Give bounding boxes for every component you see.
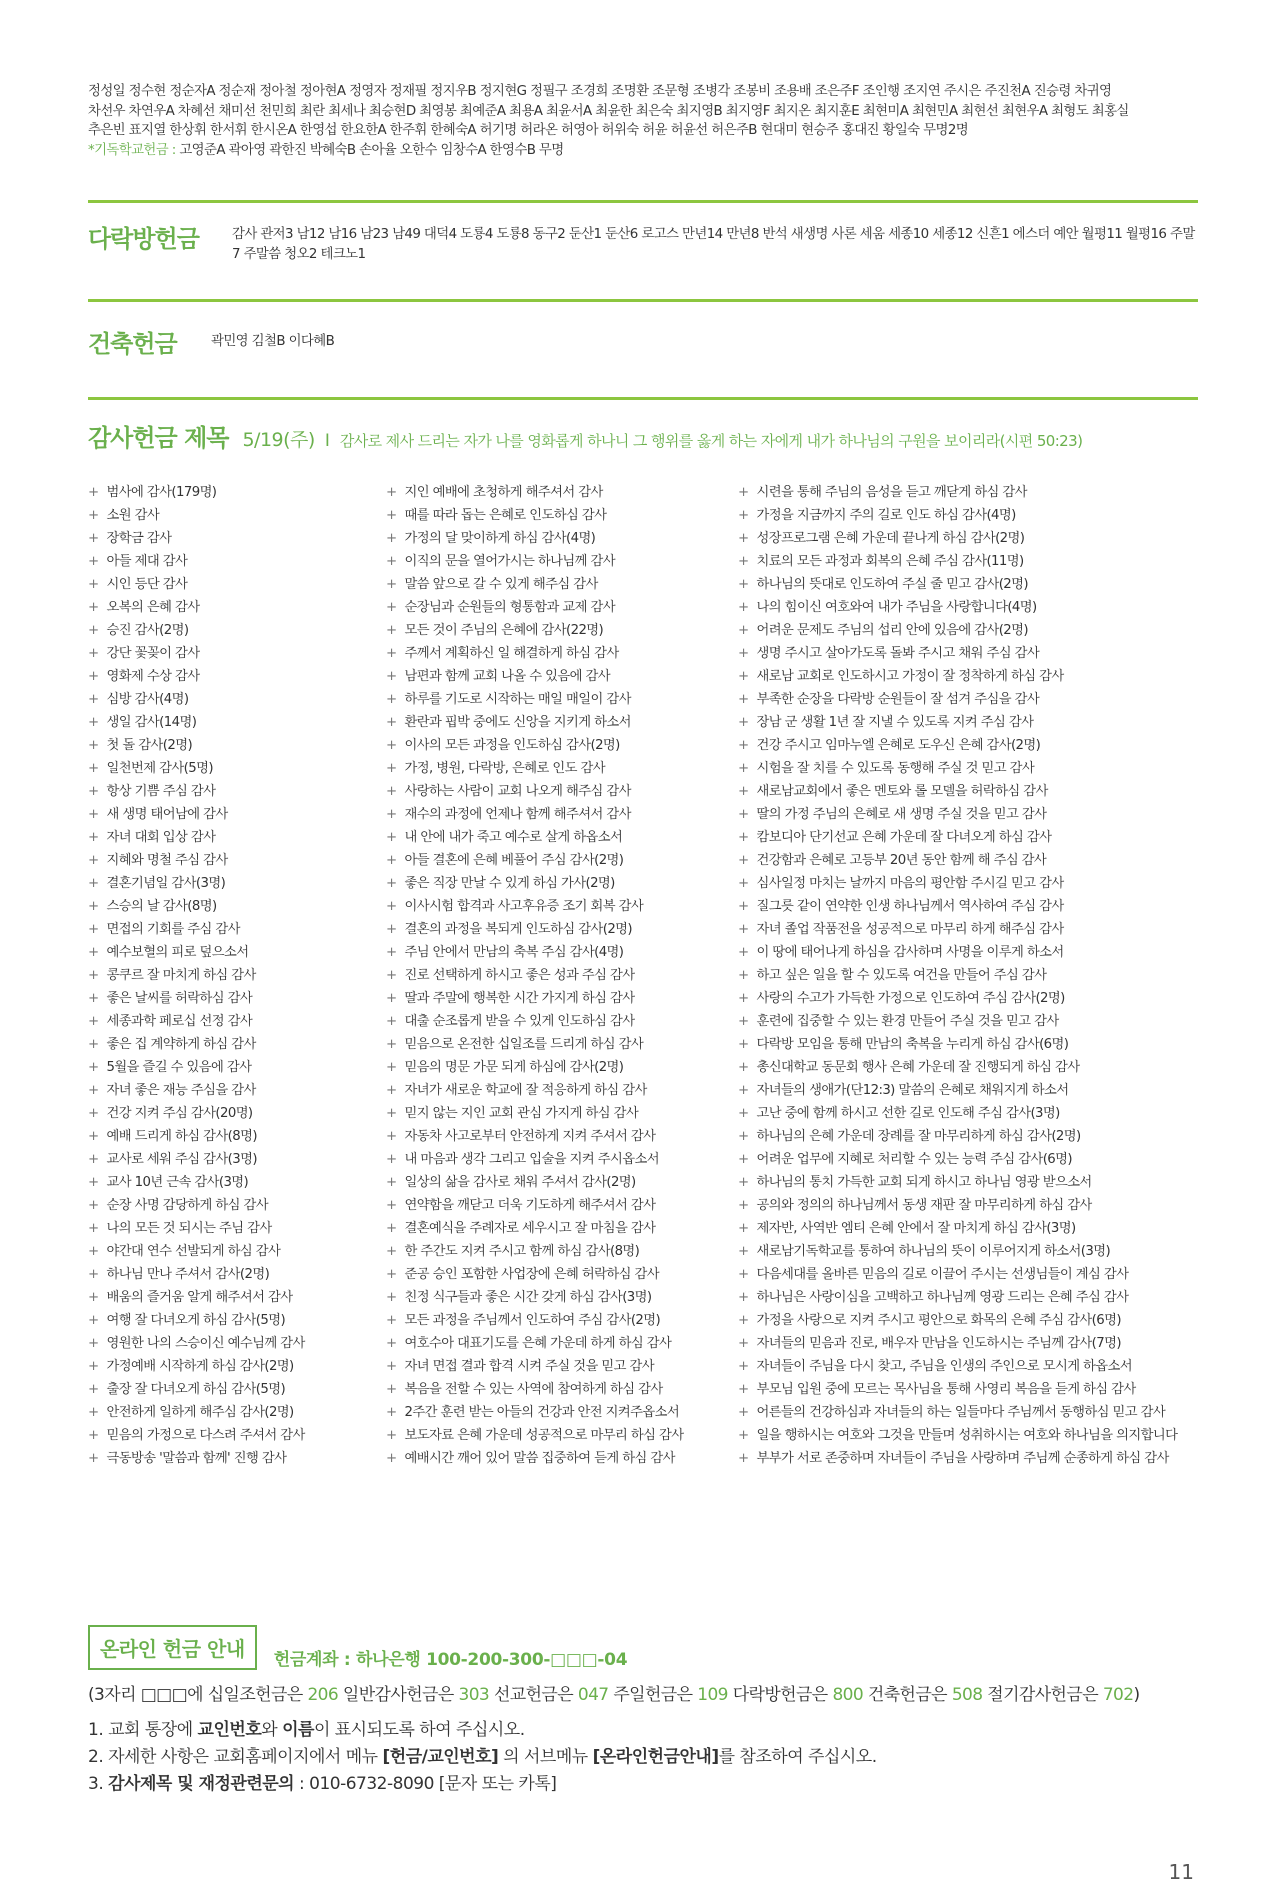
thanks-item: + 2주간 훈련 받는 아들의 건강과 안전 지켜주옵소서 <box>386 1401 738 1424</box>
thanks-item: + 하나님 만나 주셔서 감사(2명) <box>88 1263 386 1286</box>
thanks-item: + 결혼기념일 감사(3명) <box>88 872 386 895</box>
offering-codes <box>88 1680 1198 1705</box>
thanks-item: + 스승의 날 감사(8명) <box>88 895 386 918</box>
thanks-item: + 내 마음과 생각 그리고 입술을 지켜 주시옵소서 <box>386 1148 738 1171</box>
thanks-item: + 하나님은 사랑이심을 고백하고 하나님께 영광 드리는 은혜 주심 감사 <box>738 1286 1198 1309</box>
thanks-separator: I <box>324 431 330 451</box>
thanks-item: + 내 안에 내가 죽고 예수로 살게 하옵소서 <box>386 826 738 849</box>
thanks-item: + 복음을 전할 수 있는 사역에 참여하게 하심 감사 <box>386 1378 738 1401</box>
thanks-item: + 자녀 좋은 재능 주심을 감사 <box>88 1079 386 1102</box>
darakbang-title: 다락방헌금 <box>88 225 199 253</box>
thanks-column-2 <box>386 481 738 1470</box>
code-tithe: 206 <box>307 1685 339 1705</box>
thanks-item: + 예수보혈의 피로 덮으소서 <box>88 941 386 964</box>
thanks-item: + 나의 모든 것 되시는 주님 감사 <box>88 1217 386 1240</box>
thanks-item: + 믿지 않는 지인 교회 관심 가지게 하심 감사 <box>386 1102 738 1125</box>
thanks-item: + 범사에 감사(179명) <box>88 481 386 504</box>
codes-text: 절기감사헌금은 <box>982 1685 1103 1705</box>
thanks-item: + 심방 감사(4명) <box>88 688 386 711</box>
note-text: 의 서브메뉴 <box>498 1747 593 1767</box>
thanks-item: + 부모님 입원 중에 모르는 목사님을 통해 사영리 복음을 듣게 하심 감사 <box>738 1378 1198 1401</box>
thanks-item: + 성장프로그램 은혜 가운데 끝나게 하심 감사(2명) <box>738 527 1198 550</box>
thanks-item: + 하나님의 은혜 가운데 장례를 잘 마무리하게 하심 감사(2명) <box>738 1125 1198 1148</box>
thanks-item: + 믿음으로 온전한 십일조를 드리게 하심 감사 <box>386 1033 738 1056</box>
page-number: 11 <box>1168 1860 1194 1884</box>
thanks-item: + 진로 선택하게 하시고 좋은 성과 주심 감사 <box>386 964 738 987</box>
code-building: 508 <box>951 1685 983 1705</box>
thanks-item: + 자녀 대회 입상 감사 <box>88 826 386 849</box>
thanks-item: + 말씀 앞으로 갈 수 있게 해주심 감사 <box>386 573 738 596</box>
thanks-item: + 건강 주시고 임마누엘 은혜로 도우신 은혜 감사(2명) <box>738 734 1198 757</box>
thanks-item: + 여행 잘 다녀오게 하심 감사(5명) <box>88 1309 386 1332</box>
thanks-item: + 부부가 서로 존중하며 자녀들이 주님을 사랑하며 주님께 순종하게 하심 감사 <box>738 1447 1198 1470</box>
thanks-item: + 어른들의 건강하심과 자녀들의 하는 일들마다 주님께서 동행하심 믿고 감사 <box>738 1401 1198 1424</box>
codes-text: 일반감사헌금은 <box>338 1685 459 1705</box>
thanks-item: + 심사일정 마치는 날까지 마음의 평안함 주시길 믿고 감사 <box>738 872 1198 895</box>
note-bold: [온라인헌금안내] <box>592 1747 719 1767</box>
thanks-column-3 <box>738 481 1198 1470</box>
names-line: 정성일 정수현 정순자A 정순재 정아철 정아현A 정영자 정재필 정지우B 정지현G 정필구 조경희 조명환 조문형 조병각 조봉비 조용배 조은주F 조인행 조지연 주시은 주진천A 진승령 차귀영 <box>88 84 1112 99</box>
thanks-item: + 가정을 사랑으로 지켜 주시고 평안으로 화목의 은혜 주심 감사(6명) <box>738 1309 1198 1332</box>
thanks-item: + 자녀 졸업 작품전을 성공적으로 마무리 하게 해주심 감사 <box>738 918 1198 941</box>
thanks-item: + 가정을 지금까지 주의 길로 인도 하심 감사(4명) <box>738 504 1198 527</box>
thanks-item: + 어려운 문제도 주님의 섭리 안에 있음에 감사(2명) <box>738 619 1198 642</box>
thanks-item: + 새로남 교회로 인도하시고 가정이 잘 정착하게 하심 감사 <box>738 665 1198 688</box>
note-bold: 교인번호 <box>197 1720 262 1740</box>
thanks-item: + 세종과학 페로십 선정 감사 <box>88 1010 386 1033</box>
thanks-item: + 하루를 기도로 시작하는 매일 매일이 감사 <box>386 688 738 711</box>
thanks-item: + 시련을 통해 주님의 음성을 듣고 깨닫게 하심 감사 <box>738 481 1198 504</box>
thanks-item: + 믿음의 명문 가문 되게 하심에 감사(2명) <box>386 1056 738 1079</box>
thanks-header <box>88 418 1198 453</box>
thanks-item: + 좋은 직장 만날 수 있게 하심 가사(2명) <box>386 872 738 895</box>
code-darakbang: 800 <box>832 1685 864 1705</box>
code-sunday: 109 <box>697 1685 728 1705</box>
codes-text: (3자리 □□□에 십일조헌금은 <box>88 1685 308 1705</box>
note-text: 를 참조하여 주십시오. <box>718 1747 877 1767</box>
note-text: 와 <box>261 1720 283 1740</box>
thanks-item: + 부족한 순장을 다락방 순원들이 잘 섬겨 주심을 감사 <box>738 688 1198 711</box>
building-title: 건축헌금 <box>88 330 177 358</box>
darakbang-section <box>88 225 1198 265</box>
thanks-item: + 보도자료 은혜 가운데 성공적으로 마무리 하심 감사 <box>386 1424 738 1447</box>
thanks-item: + 오복의 은혜 감사 <box>88 596 386 619</box>
thanks-item: + 지혜와 명철 주심 감사 <box>88 849 386 872</box>
thanks-item: + 좋은 집 계약하게 하심 감사 <box>88 1033 386 1056</box>
thanks-item: + 나의 힘이신 여호와여 내가 주님을 사랑합니다(4명) <box>738 596 1198 619</box>
thanks-item: + 영화제 수상 감사 <box>88 665 386 688</box>
building-body: 곽민영 김철B 이다혜B <box>211 333 335 349</box>
thanks-item: + 일상의 삶을 감사로 채워 주셔서 감사(2명) <box>386 1171 738 1194</box>
note-bold: 이름 <box>282 1720 314 1740</box>
note-bold: [헌금/교인번호] <box>382 1747 499 1767</box>
thanks-item: + 건강 지켜 주심 감사(20명) <box>88 1102 386 1125</box>
thanks-item: + 시험을 잘 치를 수 있도록 동행해 주실 것 믿고 감사 <box>738 757 1198 780</box>
thanks-item: + 연약함을 깨닫고 더욱 기도하게 해주셔서 감사 <box>386 1194 738 1217</box>
thanks-item: + 출장 잘 다녀오게 하심 감사(5명) <box>88 1378 386 1401</box>
thanks-item: + 가정, 병원, 다락방, 은혜로 인도 감사 <box>386 757 738 780</box>
thanks-item: + 면접의 기회를 주심 감사 <box>88 918 386 941</box>
thanks-item: + 자동차 사고로부터 안전하게 지켜 주셔서 감사 <box>386 1125 738 1148</box>
thanks-item: + 다음세대를 올바른 믿음의 길로 이끌어 주시는 선생님들이 계심 감사 <box>738 1263 1198 1286</box>
thanks-item: + 다락방 모임을 통해 만남의 축복을 누리게 하심 감사(6명) <box>738 1033 1198 1056</box>
thanks-item: + 새로남기독학교를 통하여 하나님의 뜻이 이루어지게 하소서(3명) <box>738 1240 1198 1263</box>
thanks-item: + 콩쿠르 잘 마치게 하심 감사 <box>88 964 386 987</box>
thanks-item: + 생명 주시고 살아가도록 돌봐 주시고 채워 주심 감사 <box>738 642 1198 665</box>
thanks-item: + 치료의 모든 과정과 회복의 은혜 주심 감사(11명) <box>738 550 1198 573</box>
codes-text: 다락방헌금은 <box>727 1685 833 1705</box>
thanks-item: + 재수의 과정에 언제나 함께 해주셔서 감사 <box>386 803 738 826</box>
thanks-item: + 사랑의 수고가 가득한 가정으로 인도하여 주심 감사(2명) <box>738 987 1198 1010</box>
thanks-item: + 일천번제 감사(5명) <box>88 757 386 780</box>
account-info: 헌금계좌 : 하나은행 100-200-300-□□□-04 <box>273 1650 628 1670</box>
thanks-item: + 결혼의 과정을 복되게 인도하심 감사(2명) <box>386 918 738 941</box>
thanks-item: + 제자반, 사역반 엠티 은혜 안에서 잘 마치게 하심 감사(3명) <box>738 1217 1198 1240</box>
thanks-item: + 새로남교회에서 좋은 멘토와 롤 모델을 허락하심 감사 <box>738 780 1198 803</box>
thanks-item: + 한 주간도 지켜 주시고 함께 하심 감사(8명) <box>386 1240 738 1263</box>
online-notes <box>88 1717 1198 1798</box>
thanks-item: + 주님 안에서 만남의 축복 주심 감사(4명) <box>386 941 738 964</box>
note-2 <box>88 1744 1198 1771</box>
thanks-item: + 항상 기쁨 주심 감사 <box>88 780 386 803</box>
thanks-item: + 첫 돌 감사(2명) <box>88 734 386 757</box>
note-text: : 010-6732-8090 [문자 또는 카톡] <box>294 1774 557 1794</box>
thanks-item: + 시인 등단 감사 <box>88 573 386 596</box>
thanks-item: + 이직의 문을 열어가시는 하나님께 감사 <box>386 550 738 573</box>
thanks-item: + 5월을 즐길 수 있음에 감사 <box>88 1056 386 1079</box>
thanks-item: + 자녀 면접 결과 합격 시켜 주실 것을 믿고 감사 <box>386 1355 738 1378</box>
names-line: 추은빈 표지열 한상휘 한서휘 한시온A 한영섭 한요한A 한주휘 한혜숙A 허기명 허라온 허영아 허위숙 허윤 허윤선 허은주B 현대미 현승주 홍대진 황일숙 무명2명 <box>88 123 969 138</box>
christian-school-label: *기독학교헌금 : <box>88 142 180 158</box>
thanks-item: + 승진 감사(2명) <box>88 619 386 642</box>
note-text: 이 표시되도록 하여 주십시오. <box>313 1720 525 1740</box>
thanks-item: + 교사 10년 근속 감사(3명) <box>88 1171 386 1194</box>
names-line: 차선우 차연우A 차혜선 채미선 천민희 최란 최세나 최승현D 최영봉 최예준A 최용A 최윤서A 최윤한 최은숙 최지영B 최지영F 최지온 최지훈E 최현미A 최현민A 최현선 최현우A 최형도 최홍실 <box>88 103 1129 119</box>
thanks-item: + 고난 중에 함께 하시고 선한 길로 인도해 주심 감사(3명) <box>738 1102 1198 1125</box>
thanks-item: + 새 생명 태어남에 감사 <box>88 803 386 826</box>
offering-page <box>88 82 1198 1470</box>
thanks-column-1 <box>88 481 386 1470</box>
note-3 <box>88 1771 1198 1798</box>
thanks-item: + 이사시험 합격과 사고후유증 조기 회복 감사 <box>386 895 738 918</box>
thanks-item: + 자녀가 새로운 학교에 잘 적응하게 하심 감사 <box>386 1079 738 1102</box>
thanks-item: + 남편과 함께 교회 나올 수 있음에 감사 <box>386 665 738 688</box>
thanks-item: + 환란과 핍박 중에도 신앙을 지키게 하소서 <box>386 711 738 734</box>
thanks-item: + 배움의 즐거움 알게 해주셔서 감사 <box>88 1286 386 1309</box>
code-general: 303 <box>458 1685 490 1705</box>
thanks-title: 감사헌금 제목 <box>88 424 229 452</box>
thanks-item: + 지인 예배에 초청하게 해주셔서 감사 <box>386 481 738 504</box>
online-offering-label: 온라인 헌금 안내 <box>88 1625 257 1670</box>
thanks-item: + 공의와 정의의 하나님께서 동생 재판 잘 마무리하게 하심 감사 <box>738 1194 1198 1217</box>
section-divider <box>88 397 1198 400</box>
thanks-item: + 친정 식구들과 좋은 시간 갖게 하심 감사(3명) <box>386 1286 738 1309</box>
christian-school-offering <box>88 141 1198 161</box>
codes-text: 주일헌금은 <box>608 1685 698 1705</box>
thanks-item: + 캄보디아 단기선교 은혜 가운데 잘 다녀오게 하심 감사 <box>738 826 1198 849</box>
building-section <box>88 324 1198 359</box>
thanks-item: + 아들 제대 감사 <box>88 550 386 573</box>
section-divider <box>88 200 1198 203</box>
thanks-item: + 이 땅에 태어나게 하심을 감사하며 사명을 이루게 하소서 <box>738 941 1198 964</box>
thanks-item: + 교사로 세워 주심 감사(3명) <box>88 1148 386 1171</box>
thanks-item: + 예배 드리게 하심 감사(8명) <box>88 1125 386 1148</box>
thanks-item: + 장남 군 생활 1년 잘 지낼 수 있도록 지켜 주심 감사 <box>738 711 1198 734</box>
thanks-item: + 자녀들의 생애가(단12:3) 말씀의 은혜로 채워지게 하소서 <box>738 1079 1198 1102</box>
thanks-item: + 모든 과정을 주님께서 인도하여 주심 감사(2명) <box>386 1309 738 1332</box>
codes-text: 건축헌금은 <box>863 1685 952 1705</box>
thanks-item: + 순장님과 순원들의 형통함과 교제 감사 <box>386 596 738 619</box>
thanks-item: + 생일 감사(14명) <box>88 711 386 734</box>
thanks-item: + 주께서 계획하신 일 해결하게 하심 감사 <box>386 642 738 665</box>
thanks-item: + 결혼예식을 주례자로 세우시고 잘 마침을 감사 <box>386 1217 738 1240</box>
thanks-item: + 가정의 달 맞이하게 하심 감사(4명) <box>386 527 738 550</box>
thanks-item: + 준공 승인 포함한 사업장에 은혜 허락하심 감사 <box>386 1263 738 1286</box>
thanks-item: + 강단 꽃꽂이 감사 <box>88 642 386 665</box>
thanks-item: + 자녀들이 주님을 다시 찾고, 주님을 인생의 주인으로 모시게 하옵소서 <box>738 1355 1198 1378</box>
thanks-item: + 소원 감사 <box>88 504 386 527</box>
note-text: 1. 교회 통장에 <box>88 1720 198 1740</box>
thanks-item: + 가정예배 시작하게 하심 감사(2명) <box>88 1355 386 1378</box>
code-season: 702 <box>1102 1685 1134 1705</box>
thanks-item: + 딸의 가정 주님의 은혜로 새 생명 주실 것을 믿고 감사 <box>738 803 1198 826</box>
thanks-item: + 이사의 모든 과정을 인도하심 감사(2명) <box>386 734 738 757</box>
online-offering-section <box>88 1625 1198 1798</box>
code-mission: 047 <box>577 1685 609 1705</box>
thanks-verse: 감사로 제사 드리는 자가 나를 영화롭게 하나니 그 행위를 옳게 하는 자에게 내가 하나님의 구원을 보이리라(시편 50:23) <box>339 432 1083 450</box>
note-bold: 감사제목 및 재정관련문의 <box>108 1774 295 1794</box>
thanks-date: 5/19(주) <box>242 429 315 451</box>
thanks-item: + 믿음의 가정으로 다스려 주셔서 감사 <box>88 1424 386 1447</box>
note-text: 2. 자세한 사항은 교회홈페이지에서 메뉴 <box>88 1747 383 1767</box>
thanks-item: + 대출 순조롭게 받을 수 있게 인도하심 감사 <box>386 1010 738 1033</box>
thanks-item: + 하나님의 뜻대로 인도하여 주실 줄 믿고 감사(2명) <box>738 573 1198 596</box>
darakbang-body: 감사 관저3 남12 남16 남23 남49 대덕4 도룡4 도룡8 동구2 둔산1 둔산6 로고스 만년14 만년8 반석 새생명 사론 세움 세종10 세종12 신흔1 에스더 예안 월평11 월평16 주말7 주말씀 청오2 테크노1 <box>232 227 1195 262</box>
thanks-item: + 극동방송 '말씀과 함께' 진행 감사 <box>88 1447 386 1470</box>
thanks-item: + 아들 결혼에 은혜 베풀어 주심 감사(2명) <box>386 849 738 872</box>
names-block <box>88 82 1198 160</box>
thanks-item: + 질그릇 같이 연약한 인생 하나님께서 역사하여 주심 감사 <box>738 895 1198 918</box>
thanks-item: + 예배시간 깨어 있어 말씀 집중하여 듣게 하심 감사 <box>386 1447 738 1470</box>
section-divider <box>88 299 1198 302</box>
thanks-item: + 때를 따라 돕는 은혜로 인도하심 감사 <box>386 504 738 527</box>
note-1 <box>88 1717 1198 1744</box>
thanks-item: + 하나님의 통치 가득한 교회 되게 하시고 하나님 영광 받으소서 <box>738 1171 1198 1194</box>
thanks-item: + 하고 싶은 일을 할 수 있도록 여건을 만들어 주심 감사 <box>738 964 1198 987</box>
thanks-item: + 사랑하는 사람이 교회 나오게 해주심 감사 <box>386 780 738 803</box>
thanks-item: + 안전하게 일하게 해주심 감사(2명) <box>88 1401 386 1424</box>
thanks-item: + 건강함과 은혜로 고등부 20년 동안 함께 해 주심 감사 <box>738 849 1198 872</box>
thanks-columns <box>88 481 1198 1470</box>
thanks-item: + 총신대학교 동문회 행사 은혜 가운데 잘 진행되게 하심 감사 <box>738 1056 1198 1079</box>
codes-text: ) <box>1133 1685 1140 1705</box>
thanks-item: + 영원한 나의 스승이신 예수님께 감사 <box>88 1332 386 1355</box>
note-text: 3. <box>88 1774 109 1794</box>
thanks-item: + 여호수아 대표기도를 은혜 가운데 하게 하심 감사 <box>386 1332 738 1355</box>
thanks-item: + 모든 것이 주님의 은혜에 감사(22명) <box>386 619 738 642</box>
thanks-item: + 딸과 주말에 행복한 시간 가지게 하심 감사 <box>386 987 738 1010</box>
thanks-item: + 야간대 연수 선발되게 하심 감사 <box>88 1240 386 1263</box>
christian-school-names: 고영준A 곽아영 곽한진 박혜숙B 손아율 오한수 임창수A 한영수B 무명 <box>179 142 564 158</box>
thanks-item: + 자녀들의 믿음과 진로, 배우자 만남을 인도하시는 주님께 감사(7명) <box>738 1332 1198 1355</box>
thanks-item: + 훈련에 집중할 수 있는 환경 만들어 주실 것을 믿고 감사 <box>738 1010 1198 1033</box>
thanks-item: + 어려운 업무에 지혜로 처리할 수 있는 능력 주심 감사(6명) <box>738 1148 1198 1171</box>
thanks-item: + 좋은 날씨를 허락하심 감사 <box>88 987 386 1010</box>
codes-text: 선교헌금은 <box>489 1685 578 1705</box>
thanks-item: + 장학금 감사 <box>88 527 386 550</box>
thanks-item: + 순장 사명 감당하게 하심 감사 <box>88 1194 386 1217</box>
thanks-item: + 일을 행하시는 여호와 그것을 만들며 성취하시는 여호와 하나님을 의지합니다 <box>738 1424 1198 1447</box>
